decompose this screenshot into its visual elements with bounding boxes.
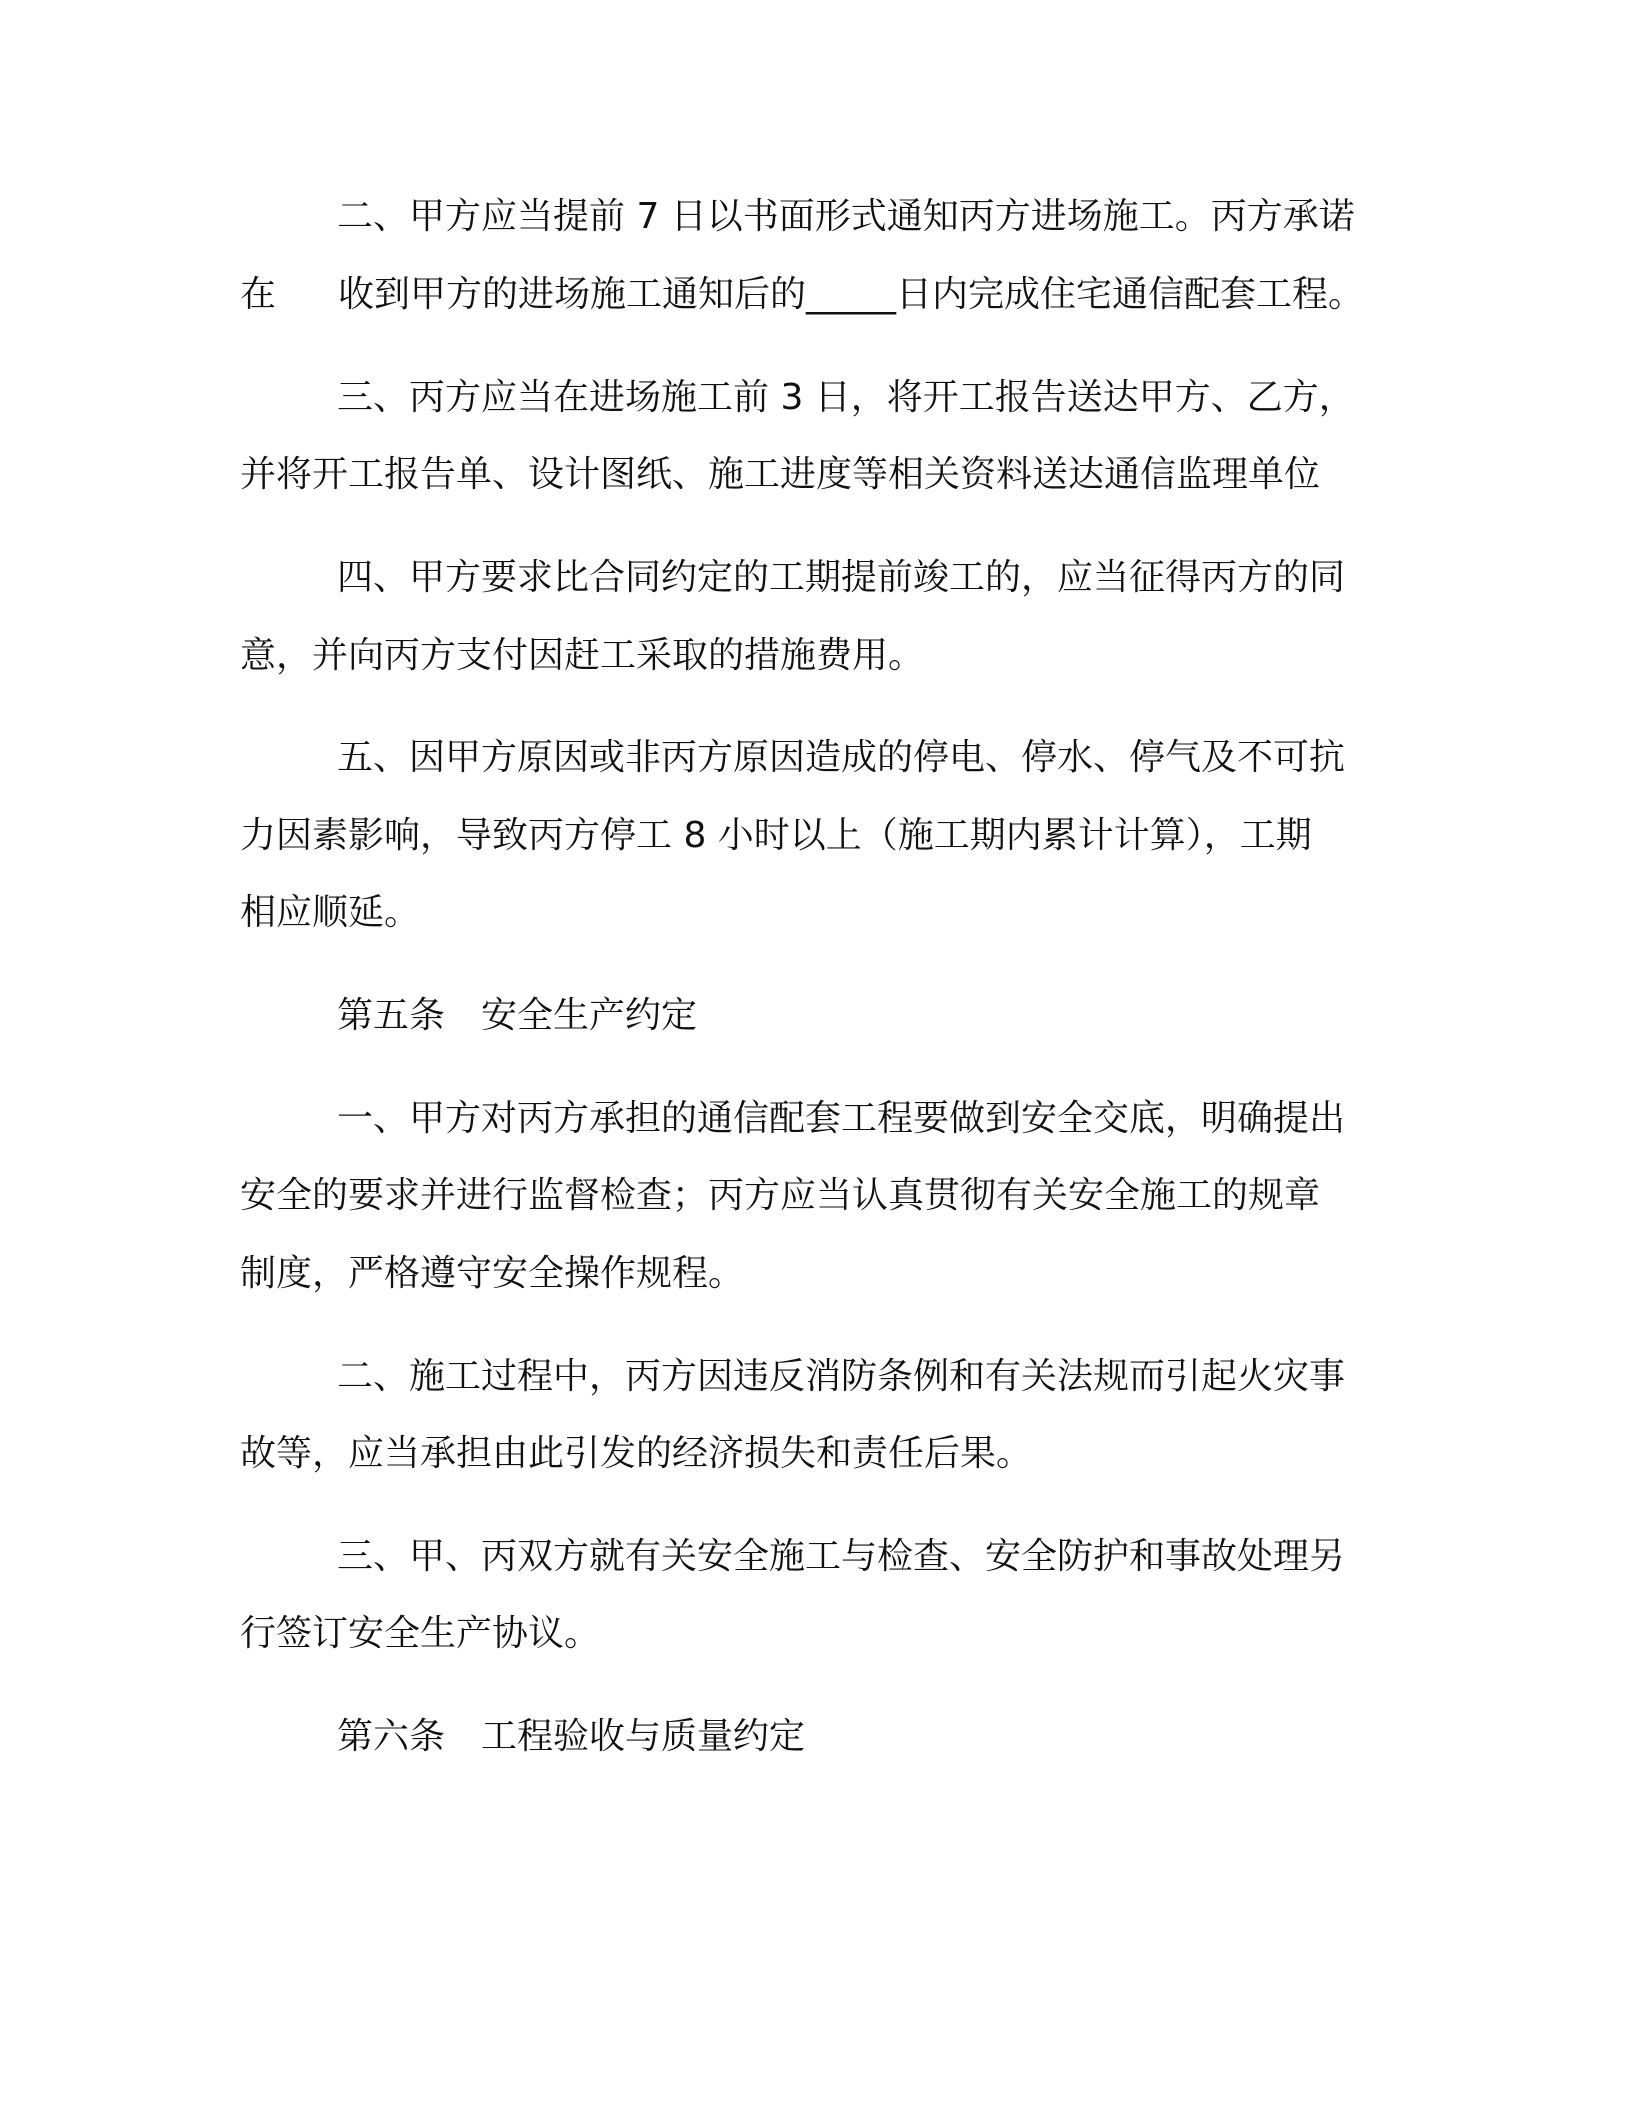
clause-4-line-1: 四、甲方要求比合同约定的工期提前竣工的，应当征得丙方的同	[337, 557, 1346, 598]
safety-1-line-2: 安全的要求并进行监督检查；丙方应当认真贯彻有关安全施工的规章	[240, 1175, 1321, 1216]
clause-5-line-3: 相应顺延。	[240, 892, 421, 933]
clause-2-line-2	[240, 265, 1400, 325]
safety-1-line-1: 一、甲方对丙方承担的通信配套工程要做到安全交底，明确提出	[337, 1098, 1346, 1139]
clause-3-line-2: 并将开工报告单、设计图纸、施工进度等相关资料送达通信监理单位	[240, 454, 1321, 495]
article-6-heading	[337, 1707, 1400, 1767]
safety-3-line-2: 行签订安全生产协议。	[240, 1613, 601, 1654]
article-5-title: 安全生产约定	[481, 995, 698, 1036]
clause-3-line-1: 三、丙方应当在进场施工前 3 日，将开工报告送达甲方、乙方，	[337, 377, 1355, 418]
article-6-title: 工程验收与质量约定	[481, 1716, 806, 1757]
safety-1-line-3: 制度，严格遵守安全操作规程。	[240, 1253, 745, 1294]
article-5-number: 第五条	[337, 995, 446, 1036]
clause-5-line-2: 力因素影响，导致丙方停工 8 小时以上（施工期内累计计算），工期	[240, 815, 1312, 856]
article-6-number: 第六条	[337, 1716, 446, 1757]
clause-5-line-1: 五、因甲方原因或非丙方原因造成的停电、停水、停气及不可抗	[337, 737, 1346, 778]
safety-3-line-1: 三、甲、丙双方就有关安全施工与检查、安全防护和事故处理另	[337, 1536, 1346, 1577]
safety-2-line-1: 二、施工过程中，丙方因违反消防条例和有关法规而引起火灾事	[337, 1356, 1346, 1397]
article-5-heading	[337, 986, 1400, 1046]
clause-4-line-2: 意，并向丙方支付因赶工采取的措施费用。	[240, 635, 925, 676]
safety-2-line-2: 故等，应当承担由此引发的经济损失和责任后果。	[240, 1433, 1033, 1474]
clause-2-line-2-rest: 收到甲方的进场施工通知后的_____日内完成住宅通信配套工程。	[338, 274, 1365, 315]
clause-2-line-2-start: 在	[240, 274, 277, 315]
clause-2-line-1: 二、甲方应当提前 7 日以书面形式通知丙方进场施工。丙方承诺	[337, 196, 1355, 237]
